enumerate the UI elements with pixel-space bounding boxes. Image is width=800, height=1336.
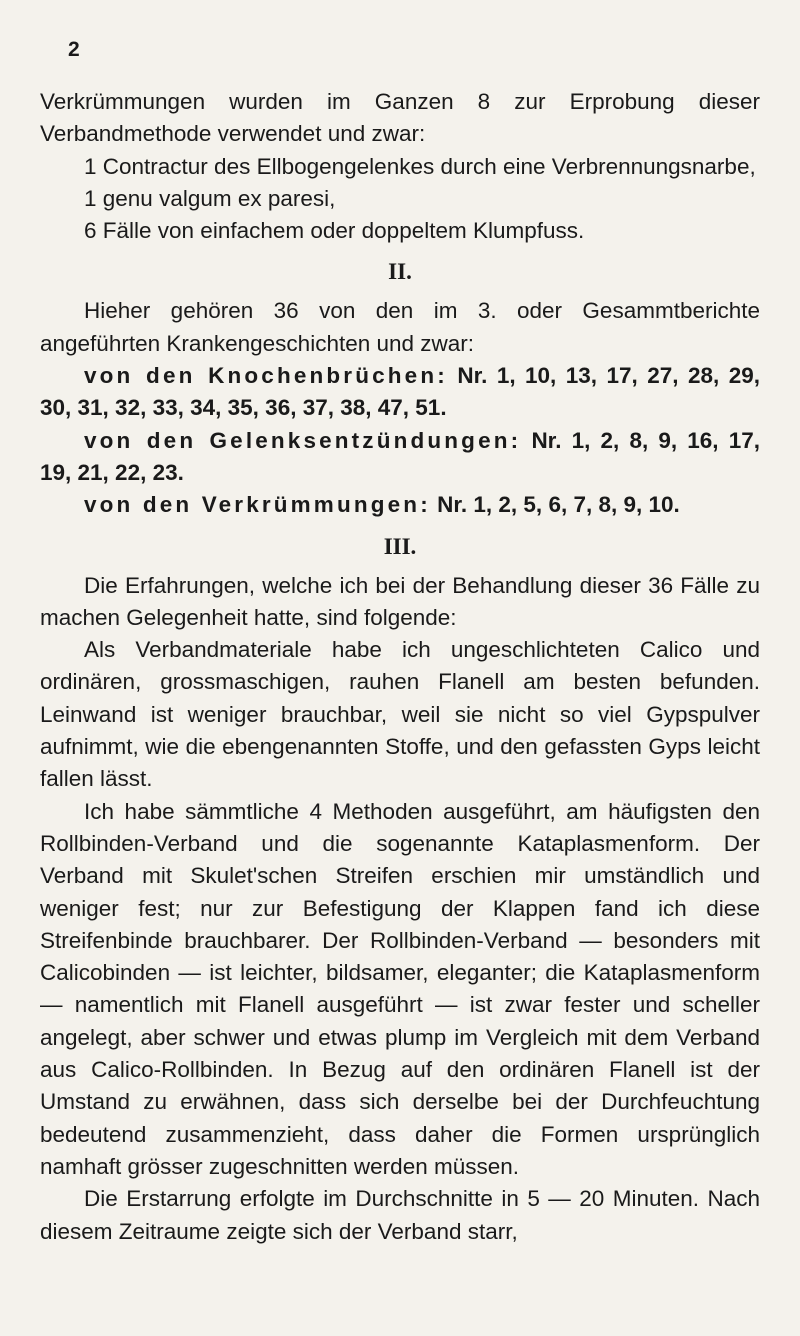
case-item-3: 6 Fälle von einfachem oder doppeltem Klumpfuss. (84, 218, 585, 244)
section-heading-3: III. (383, 533, 417, 559)
paragraph-4: Die Erstarrung erfolgte im Durchschnitte in 5 — 20 Minuten. Nach diesem Zeitraume zeigte sich der Verband starr, (40, 1186, 760, 1244)
list-numbers: Nr. 1, 2, 5, 6, 7, 8, 9, 10. (437, 492, 680, 518)
list-label: von den Gelenksentzündungen: (84, 427, 522, 453)
list-label: von den Knochenbrüchen: (84, 363, 448, 389)
page-number: 2 (68, 38, 80, 61)
case-item-1: 1 Contractur des Ellbogengelenkes durch eine Verbrennungsnarbe, (84, 153, 756, 179)
section2-intro: Hieher gehören 36 von den im 3. oder Gesammtberichte angeführten Krankengeschichten und zwar: (40, 298, 760, 356)
paragraph-3: Ich habe sämmtliche 4 Methoden ausgeführt, am häufigsten den Rollbinden-Verband und die sogenannte Kataplasmenform. Der Verband mit Skulet'schen Streifen erschien mir umständlich und weniger fest; nur zur Befestigung der Klappen fand ich diese Streifenbinde brauchbarer. Der Rollbinden-Verband — besonders mit Calicobinden — ist leichter, bildsamer, eleganter; die Kataplasmenform — namentlich mit Flanell ausgeführt — ist zwar fester und scheller angelegt, aber schwer und etwas plump im Vergleich mit dem Verband aus Calico-Rollbinden. In Bezug auf den ordinären Flanell ist der Umstand zu erwähnen, dass sich derselbe bei der Durchfeuchtung bedeutend zusammenzieht, dass daher die Formen ursprünglich namhaft grösser zugeschnitten werden müssen. (40, 798, 760, 1179)
list-numbers: Nr. 1, 10, 13, 17, 27, 28, 29, 30, 31, 32, 33, 34, 35, 36, 37, 38, 47, 51. (40, 363, 760, 421)
section-heading-2: II. (388, 259, 412, 285)
list-knochenbrueche (40, 360, 760, 425)
section1-intro: Verkrümmungen wurden im Ganzen 8 zur Erprobung dieser Verbandmethode verwendet und zwar: (40, 89, 760, 147)
list-gelenksentzuendungen (40, 425, 760, 490)
list-numbers: Nr. 1, 2, 8, 9, 16, 17, 19, 21, 22, 23. (40, 427, 760, 485)
case-item-2: 1 genu valgum ex paresi, (84, 185, 336, 211)
list-verkruemmungen (40, 489, 760, 521)
paragraph-2: Als Verbandmateriale habe ich ungeschlichteten Calico und ordinären, grossmaschigen, rauhen Flanell am besten befunden. Leinwand ist weniger brauchbar, weil sie nicht so viel Gypspulver aufnimmt, wie die ebengenannten Stoffe, und den gefassten Gyps leicht fallen lässt. (40, 637, 760, 792)
list-label: von den Verkrümmungen: (84, 492, 431, 518)
paragraph-1: Die Erfahrungen, welche ich bei der Behandlung dieser 36 Fälle zu machen Gelegenheit hatte, sind folgende: (40, 572, 760, 630)
